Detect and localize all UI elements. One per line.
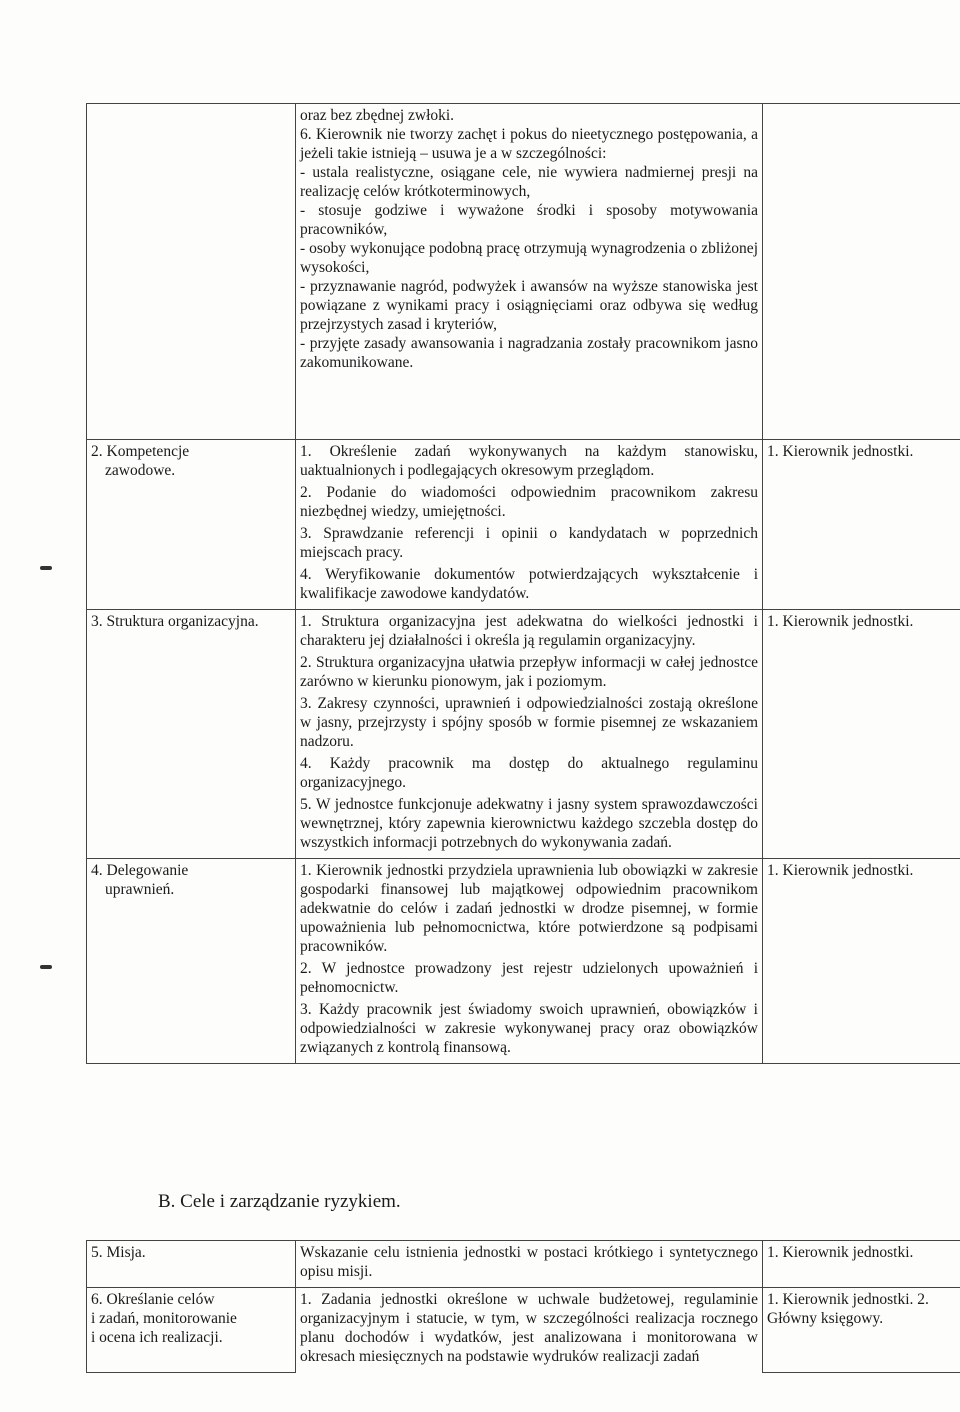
area-label: 3. Struktura organizacyjna. xyxy=(91,613,259,630)
paragraph: 1. Zadania jednostki określone w uchwale budżetowej, regulaminie organizacyjnym i statucie, w tym, w szczególności realizacja rocznego planu dochodów i wydatków, jest analizowana i monitorowana w okresach miesięcznych na podstawie wydruków realizacji zadań xyxy=(300,1291,758,1365)
area-label-line: i zadań, monitorowanie xyxy=(91,1310,237,1327)
area-label: 2. Kompetencje zawodowe. xyxy=(91,443,190,479)
paragraph: - stosuje godziwe i wyważone środki i sposoby motywowania pracowników, xyxy=(300,202,758,238)
area-cell xyxy=(87,440,296,610)
goals-risk-table xyxy=(86,1240,960,1373)
table-row xyxy=(87,610,960,859)
area-cell xyxy=(87,104,296,440)
table-row xyxy=(87,1288,960,1373)
paragraph: 3. Każdy pracownik jest świadomy swoich uprawnień, obowiązków i odpowiedzialności w zakresie wykonywanej pracy oraz obowiązków związanych z kontrolą finansową. xyxy=(300,1001,758,1056)
paragraph: 1. Kierownik jednostki przydziela uprawnienia lub obowiązki w zakresie gospodarki finansowej lub majątkowej odpowiednim pracownikom adekwatnie do celów i zadań jednostki w drodze pisemnej, w formie upoważnienia lub pełnomocnictwa, które potwierdzone są podpisami pracowników. xyxy=(300,862,758,955)
description-cell xyxy=(296,859,763,1064)
responsible-item: 1. Kierownik jednostki. xyxy=(767,1244,914,1261)
paragraph: 1. Określenie zadań wykonywanych na każdym stanowisku, uaktualnionych i podlegających okresowym przeglądom. xyxy=(300,443,758,479)
area-label: 4. Delegowanie uprawnień. xyxy=(91,862,189,898)
responsible-cell xyxy=(763,1288,960,1373)
paragraph: - przyjęte zasady awansowania i nagradzania zostały pracownikom jasno zakomunikowane. xyxy=(300,335,758,371)
paragraph: 2. Struktura organizacyjna ułatwia przepływ informacji w całej jednostce zarówno w kierunku pionowym, jak i poziomym. xyxy=(300,654,758,690)
description-cell xyxy=(296,1288,763,1373)
paragraph: 1. Struktura organizacyjna jest adekwatna do wielkości jednostki i charakteru jej działalności i określa ją regulamin organizacyjny. xyxy=(300,613,758,649)
area-cell xyxy=(87,1241,296,1288)
table-row xyxy=(87,859,960,1064)
paragraph: 2. Podanie do wiadomości odpowiednim pracownikom zakresu niezbędnej wiedzy, umiejętności. xyxy=(300,484,758,520)
paragraph: - ustala realistyczne, osiągane cele, nie wywiera nadmiernej presji na realizację celów krótkoterminowych, xyxy=(300,164,758,200)
paragraph: 5. W jednostce funkcjonuje adekwatny i jasny system sprawozdawczości wewnętrznej, który zapewnia kierownictwu każdego szczebla dostęp do wszystkich informacji potrzebnych do wykonywania zadań. xyxy=(300,796,758,851)
responsible-cell xyxy=(763,104,960,440)
scan-mark xyxy=(40,965,52,969)
control-standards-table xyxy=(86,103,960,1064)
paragraph: - przyznawanie nagród, podwyżek i awansów na wyższe stanowiska jest powiązane z wynikami pracy i osiągnięciami oraz odbywa się według przejrzystych zasad i kryteriów, xyxy=(300,278,758,333)
area-cell xyxy=(87,859,296,1064)
responsible-cell xyxy=(763,1241,960,1288)
responsible-item: 1. Kierownik jednostki. xyxy=(767,1291,914,1308)
responsible-cell: 1. Kierownik jednostki. xyxy=(763,610,960,859)
paragraph: 4. Weryfikowanie dokumentów potwierdzających wykształcenie i kwalifikacje zawodowe kandydatów. xyxy=(300,566,758,602)
table-row xyxy=(87,440,960,610)
table-row xyxy=(87,1241,960,1288)
paragraph: oraz bez zbędnej zwłoki. xyxy=(300,107,455,124)
section-heading: B. Cele i zarządzanie ryzykiem. xyxy=(158,1191,401,1212)
paragraph: 2. W jednostce prowadzony jest rejestr udzielonych upoważnień i pełnomocnictw. xyxy=(300,960,758,996)
paragraph: 6. Kierownik nie tworzy zachęt i pokus do nieetycznego postępowania, a jeżeli takie istnieją – usuwa je a w szczególności: xyxy=(300,126,758,162)
area-label-line: 6. Określanie celów xyxy=(91,1291,215,1308)
responsible-item: 2. Główny księgowy. xyxy=(767,1291,929,1327)
responsible-cell: 1. Kierownik jednostki. xyxy=(763,440,960,610)
responsible-cell: 1. Kierownik jednostki. xyxy=(763,859,960,1064)
area-label-line: i ocena ich realizacji. xyxy=(91,1329,223,1346)
paragraph: Wskazanie celu istnienia jednostki w postaci krótkiego i syntetycznego opisu misji. xyxy=(300,1244,758,1280)
description-cell xyxy=(296,104,763,440)
description-cell xyxy=(296,440,763,610)
area-cell xyxy=(87,610,296,859)
description-cell xyxy=(296,610,763,859)
paragraph: 4. Każdy pracownik ma dostęp do aktualnego regulaminu organizacyjnego. xyxy=(300,755,758,791)
paragraph: - osoby wykonujące podobną pracę otrzymują wynagrodzenia o zbliżonej wysokości, xyxy=(300,240,758,276)
area-label: 5. Misja. xyxy=(91,1244,146,1261)
scan-mark xyxy=(40,566,52,570)
paragraph: 3. Zakresy czynności, uprawnień i odpowiedzialności zostają określone w jasny, przejrzysty i spójny sposób w formie pisemnej ze wskazaniem nadzoru. xyxy=(300,695,758,750)
area-cell xyxy=(87,1288,296,1373)
description-cell xyxy=(296,1241,763,1288)
paragraph: 3. Sprawdzanie referencji i opinii o kandydatach w poprzednich miejscach pracy. xyxy=(300,525,758,561)
table-row xyxy=(87,104,960,440)
